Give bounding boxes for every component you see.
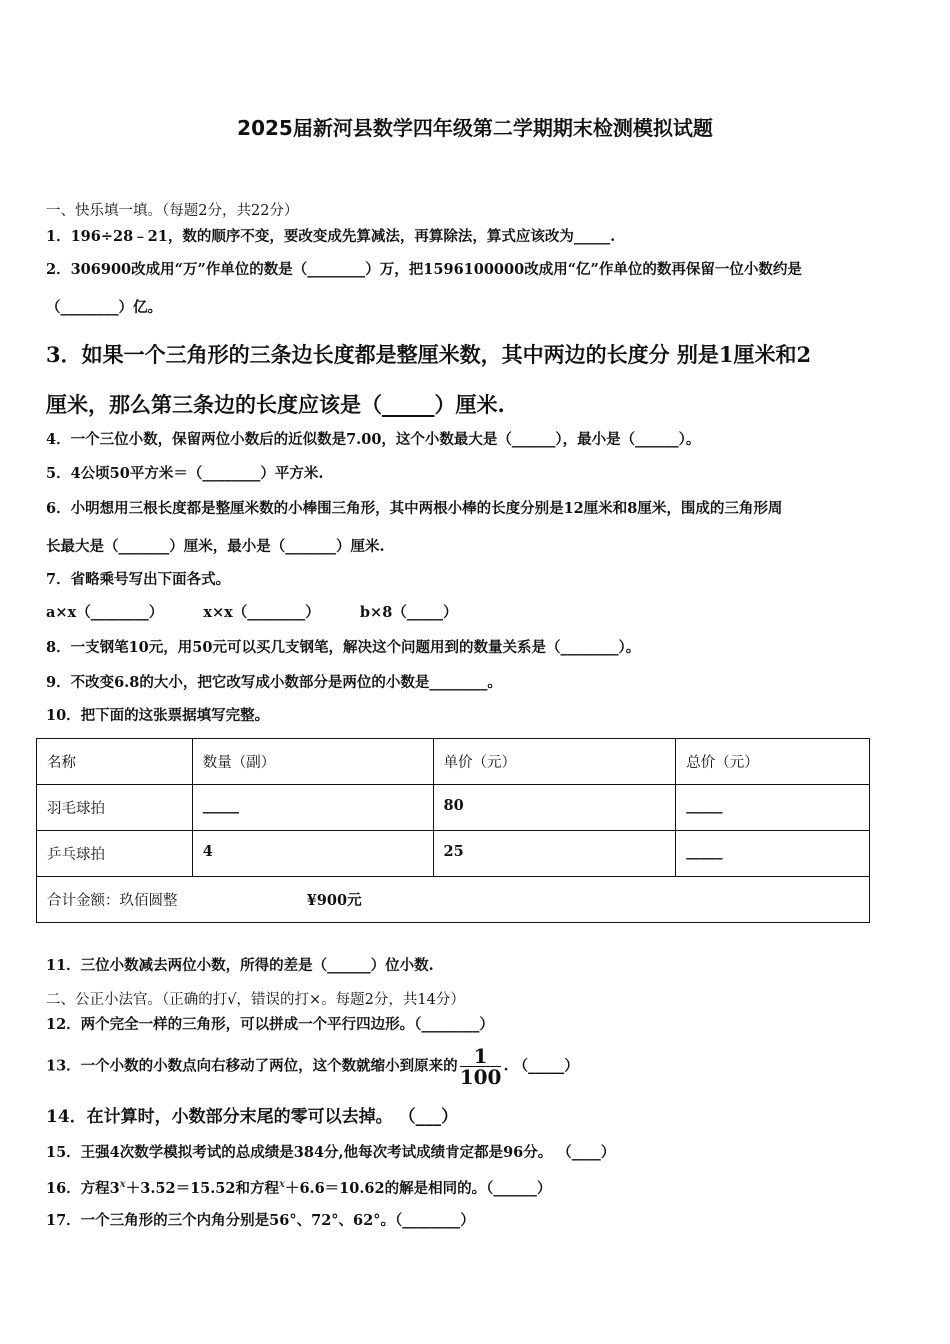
section-2-heading: 二、公正小法官。（正确的打√，错误的打×。每题2分，共14分） xyxy=(46,992,465,1008)
question-8: 8．一支钢笔10元，用50元可以买几支钢笔，解决这个问题用到的数量关系是（________）。 xyxy=(46,639,641,656)
question-13-tail: . （_____） xyxy=(503,1057,579,1075)
table-cell: 羽毛球拍 xyxy=(37,785,193,831)
table-cell: 80 xyxy=(433,785,676,831)
question-7-line-1: 7．省略乘号写出下面各式。 xyxy=(46,571,231,588)
question-14: 14．在计算时，小数部分末尾的零可以去掉。 （___） xyxy=(46,1107,459,1127)
table-cell: _____ xyxy=(676,785,870,831)
question-17: 17．一个三角形的三个内角分别是56°、72°、62°。（________） xyxy=(46,1212,475,1229)
question-16-part-2: ＋3.52＝15.52和方程 xyxy=(125,1179,279,1197)
table-header-row xyxy=(37,739,870,785)
question-7-item-b: x×x（________） xyxy=(203,604,320,621)
receipt-table xyxy=(36,738,870,923)
variable-x: x xyxy=(278,1179,285,1190)
question-13-text: 13．一个小数的小数点向右移动了两位，这个数就缩小到原来的 xyxy=(46,1057,458,1075)
question-3-line-2: 厘米，那么第三条边的长度应该是（_____）厘米. xyxy=(46,392,505,417)
table-cell: _____ xyxy=(676,831,870,877)
question-16-part-3: ＋6.6＝10.62的解是相同的。（______） xyxy=(284,1179,552,1197)
question-7-item-a: a×x（________） xyxy=(46,604,164,621)
table-cell: 25 xyxy=(433,831,676,877)
question-1: 1．196÷28﹣21，数的顺序不变，要改变成先算减法，再算除法，算式应该改为_____. xyxy=(46,228,616,245)
question-7-items xyxy=(46,606,458,621)
page-title: 2025届新河县数学四年级第二学期期末检测模拟试题 xyxy=(237,116,713,140)
table-header-cell: 总价（元） xyxy=(676,739,870,785)
table-cell: 乒乓球拍 xyxy=(37,831,193,877)
question-15: 15．王强4次数学模拟考试的总成绩是384分,他每次考试成绩肯定都是96分。 （____） xyxy=(46,1144,616,1161)
question-3-line-1: 3．如果一个三角形的三条边长度都是整厘米数，其中两边的长度分 别是1厘米和2 xyxy=(46,342,812,367)
variable-x: x xyxy=(119,1179,126,1190)
fraction-one-hundredth xyxy=(460,1046,502,1087)
table-cell: _____ xyxy=(192,785,433,831)
total-value: ¥900元 xyxy=(306,892,362,909)
question-7-item-c: b×8（_____） xyxy=(359,604,458,621)
question-16 xyxy=(46,1180,551,1196)
question-4: 4．一个三位小数，保留两位小数后的近似数是7.00，这个小数最大是（______），最小是（______）。 xyxy=(46,431,701,448)
question-16-part-1: 16．方程3 xyxy=(46,1179,120,1197)
table-row xyxy=(37,785,870,831)
section-1-heading: 一、快乐填一填。（每题2分，共22分） xyxy=(46,203,299,219)
question-5: 5．4公顷50平方米＝（________）平方米. xyxy=(46,465,324,482)
total-label: 合计金额：玖佰圆整 xyxy=(47,893,178,909)
question-2-line-1: 2．306900改成用“万”作单位的数是（________）万，把1596100000改成用“亿”作单位的数再保留一位小数约是 xyxy=(46,261,802,278)
fraction-numerator: 1 xyxy=(460,1046,502,1067)
question-6-line-1: 6．小明想用三根长度都是整厘米数的小棒围三角形，其中两根小棒的长度分别是12厘米和8厘米，围成的三角形周 xyxy=(46,500,783,517)
fraction-denominator: 100 xyxy=(459,1065,502,1089)
question-11: 11．三位小数减去两位小数，所得的差是（______）位小数. xyxy=(46,957,434,974)
table-total-cell xyxy=(37,877,870,923)
table-total-row xyxy=(37,877,870,923)
question-6-line-2: 长最大是（_______）厘米，最小是（_______）厘米. xyxy=(46,538,385,555)
question-13 xyxy=(46,1046,579,1087)
table-cell: 4 xyxy=(192,831,433,877)
table-header-cell: 名称 xyxy=(37,739,193,785)
question-12: 12．两个完全一样的三角形，可以拼成一个平行四边形。（________） xyxy=(46,1016,494,1033)
question-2-line-2: （________）亿。 xyxy=(46,299,162,316)
table-row xyxy=(37,831,870,877)
question-9: 9．不改变6.8的大小，把它改写成小数部分是两位的小数是________。 xyxy=(46,674,502,691)
table-header-cell: 数量（副） xyxy=(192,739,433,785)
table-header-cell: 单价（元） xyxy=(433,739,676,785)
question-10: 10．把下面的这张票据填写完整。 xyxy=(46,707,270,724)
